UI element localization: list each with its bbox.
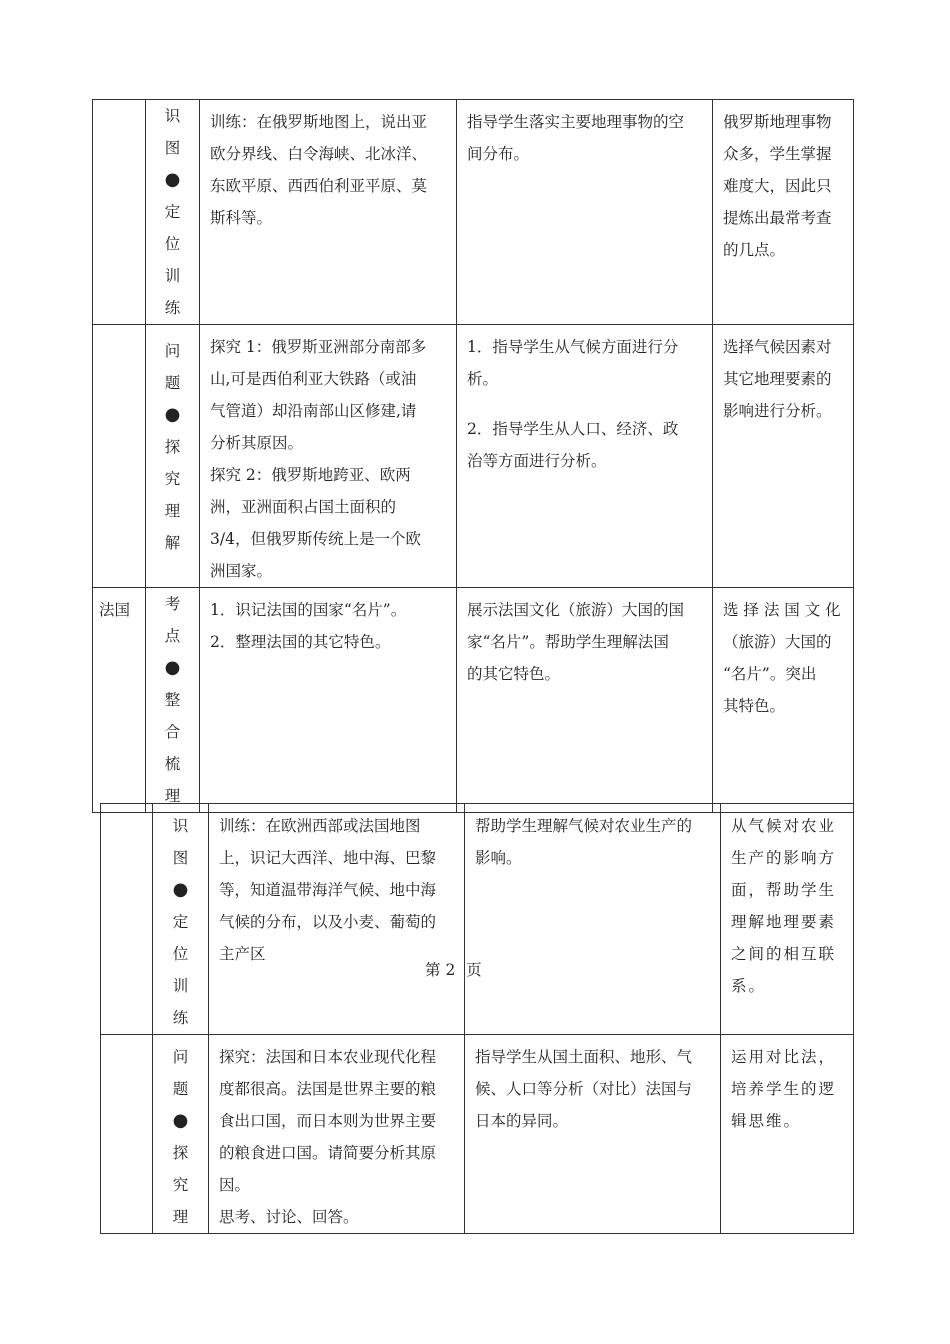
table-row (101, 1035, 854, 1234)
design-cell: 俄罗斯地理事物 众多，学生掌握 难度大，因此只 提炼出最常考查 的几点。 (713, 100, 854, 325)
stage-label: 识 图 ● 定 位 训 练 (172, 817, 189, 1027)
page-number-suffix: 页 (466, 961, 482, 979)
country-cell (93, 325, 146, 588)
stage-label: 问 题 ● 探 究 理 (172, 1048, 189, 1226)
table-row (93, 588, 854, 813)
stage-cell (146, 588, 200, 813)
content-cell: 1．识记法国的国家“名片”。 2．整理法国的其它特色。 (200, 588, 457, 813)
guidance-cell: 展示法国文化（旅游）大国的国 家“名片”。帮助学生理解法国 的其它特色。 (457, 588, 713, 813)
stage-cell (153, 804, 209, 1035)
country-cell: 法国 (93, 588, 146, 813)
stage-cell (153, 1035, 209, 1234)
stage-cell (146, 325, 200, 588)
design-cell: 运用对比法， 培养学生的逻 辑思维。 (721, 1035, 854, 1234)
page-number (425, 956, 482, 984)
country-cell (101, 1035, 153, 1234)
lesson-table-lower (100, 803, 854, 1234)
guidance-cell: 1．指导学生从气候方面进行分 析。 2．指导学生从人口、经济、政 治等方面进行分析。 (457, 325, 713, 588)
guidance-cell: 指导学生从国土面积、地形、气 候、人口等分析（对比）法国与 日本的异同。 (465, 1035, 721, 1234)
table-row (93, 100, 854, 325)
stage-cell (146, 100, 200, 325)
country-cell (93, 100, 146, 325)
content-cell: 探究：法国和日本农业现代化程 度都很高。法国是世界主要的粮 食出口国，而日本则为世界主要 的粮食进口国。请简要分析其原 因。 思考、讨论、回答。 (209, 1035, 465, 1234)
page-number-prefix: 第 (425, 961, 441, 979)
lesson-table-upper (92, 99, 854, 813)
guidance-cell: 帮助学生理解气候对农业生产的 影响。 (465, 804, 721, 1035)
page-number-value: 2 (445, 961, 456, 979)
content-cell: 训练：在俄罗斯地图上，说出亚 欧分界线、白令海峡、北冰洋、 东欧平原、西西伯利亚平原、莫 斯科等。 (200, 100, 457, 325)
design-cell: 选 择 法 国 文 化 （旅游）大国的 “名片”。突出 其特色。 (713, 588, 854, 813)
table-row (101, 804, 854, 1035)
table-row (93, 325, 854, 588)
stage-label: 识 图 ● 定 位 训 练 (164, 107, 181, 317)
guidance-cell: 指导学生落实主要地理事物的空 间分布。 (457, 100, 713, 325)
content-cell: 探究 1：俄罗斯亚洲部分南部多 山,可是西伯利亚大铁路（或油 气管道）却沿南部山区修建,请 分析其原因。 探究 2：俄罗斯地跨亚、欧两 洲，亚洲面积占国土面积的 3/4，但俄罗斯传统上是一个欧 洲国家。 (200, 325, 457, 588)
stage-label: 考 点 ● 整 合 梳 理 (164, 595, 181, 805)
content-cell: 训练：在欧洲西部或法国地图 上，识记大西洋、地中海、巴黎 等，知道温带海洋气候、地中海 气候的分布，以及小麦、葡萄的 主产区 (209, 804, 465, 1035)
design-cell: 选择气候因素对 其它地理要素的 影响进行分析。 (713, 325, 854, 588)
design-cell: 从气候对农业 生产的影响方 面，帮助学生 理解地理要素 之间的相互联 系。 (721, 804, 854, 1035)
stage-label: 问 题 ● 探 究 理 解 (164, 342, 181, 552)
country-cell (101, 804, 153, 1035)
